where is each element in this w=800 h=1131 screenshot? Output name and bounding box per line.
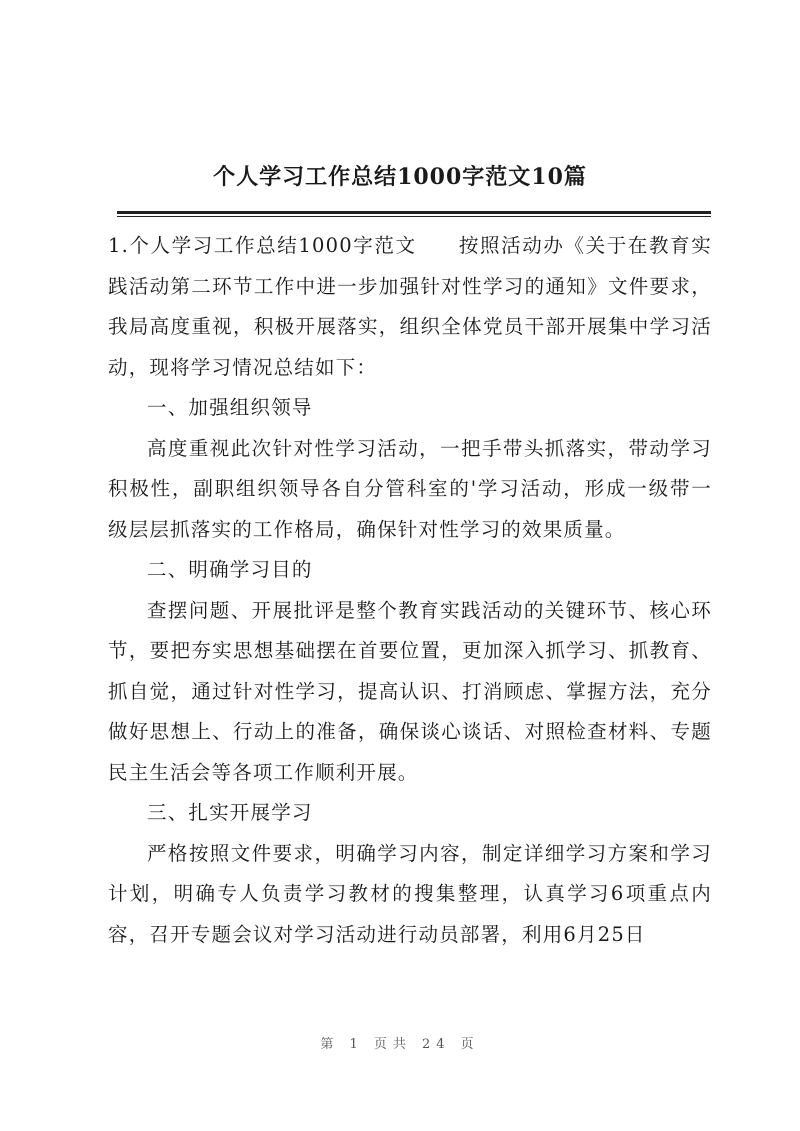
- page-number-footer: 第 1 页共 24 页: [320, 1037, 480, 1052]
- title-divider: [117, 211, 711, 214]
- section-heading: 三、扎实开展学习: [147, 801, 313, 824]
- section-heading: 二、明确学习目的: [147, 558, 313, 581]
- title-divider-thin: [117, 216, 711, 217]
- paragraph: 高度重视此次针对性学习活动，一把手带头抓落实，带动学习积极性，副职组织领导各自分管科室的'学习活动，形成一级带一级层层抓落实的工作格局，确保针对性学习的效果质量。: [108, 436, 712, 541]
- document-body: [108, 226, 712, 955]
- section-heading: 一、加强组织领导: [147, 396, 313, 419]
- paragraph: 查摆问题、开展批评是整个教育实践活动的关键环节、核心环节，要把夯实思想基础摆在首要位置，更加深入抓学习、抓教育、抓自觉，通过针对性学习，提高认识、打消顾虑、掌握方法，充分做好思想上、行动上的准备，确保谈心谈话、对照检查材料、专题民主生活会等各项工作顺利开展。: [108, 598, 712, 784]
- paragraph: 严格按照文件要求，明确学习内容，制定详细学习方案和学习计划，明确专人负责学习教材的搜集整理，认真学习6项重点内容，召开专题会议对学习活动进行动员部署，利用6月25日: [108, 841, 712, 946]
- paragraph: 1.个人学习工作总结1000字范文 按照活动办《关于在教育实践活动第二环节工作中进一步加强针对性学习的通知》文件要求，我局高度重视，积极开展落实，组织全体党员干部开展集中学习活动，现将学习情况总结如下：: [108, 234, 712, 379]
- page-title: 个人学习工作总结1000字范文10篇: [213, 164, 587, 190]
